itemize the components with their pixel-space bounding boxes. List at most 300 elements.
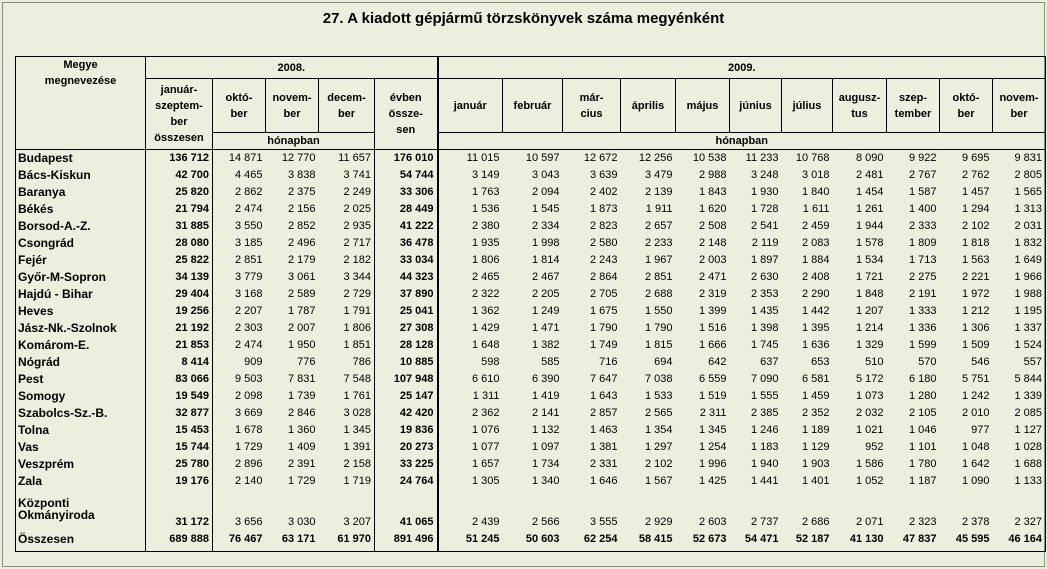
table-row <box>16 252 1046 269</box>
row-name: Békés <box>16 201 146 218</box>
cell-value: 1 028 <box>993 439 1046 456</box>
cell-value: 1 471 <box>531 322 560 334</box>
cell-value: 1 729 <box>234 441 263 453</box>
cell-value: 25 041 <box>375 303 438 320</box>
cell-value: 2 311 <box>699 407 727 419</box>
cell-value: 7 548 <box>319 371 375 388</box>
cell-value: 29 404 <box>146 286 213 303</box>
cell-value: 6 581 <box>801 373 830 385</box>
cell-value: 510 <box>865 356 884 368</box>
cell-value: 7 647 <box>589 373 618 385</box>
cell-value: 786 <box>319 354 375 371</box>
cell-value: 1 360 <box>287 424 316 436</box>
cell-value: 1 721 <box>855 271 884 283</box>
cell-value: 1 675 <box>589 305 618 317</box>
table-row <box>16 167 1046 184</box>
cell-value: 2 686 <box>801 515 830 528</box>
cell-value: 3 028 <box>319 405 375 422</box>
cell-value: 2 191 <box>908 288 937 300</box>
cell-value: 1 519 <box>698 390 727 402</box>
column-header-2009-month <box>940 79 993 133</box>
cell-value: 1 212 <box>961 305 990 317</box>
headers.megye-line: Megye <box>63 59 98 71</box>
row-name: Bács-Kiskun <box>16 167 146 184</box>
table-row-total <box>16 528 1046 552</box>
row-name: Budapest <box>16 150 146 167</box>
row-name: Pest <box>16 371 146 388</box>
cell-value: 24 764 <box>375 473 438 490</box>
cell-value: 1 578 <box>855 237 884 249</box>
cell-value: 2 391 <box>287 458 316 470</box>
cell-value: 2 290 <box>801 288 830 300</box>
headers.evben-line: évben <box>389 92 422 104</box>
cell-value: 10 768 <box>782 150 833 167</box>
cell-value: 1 611 <box>802 203 830 215</box>
headers.cols2009.8-line: tember <box>894 107 932 120</box>
row-name: Zala <box>16 473 146 490</box>
headers.cols2008.1-line: ber <box>283 107 301 120</box>
cell-value: 1 649 <box>993 252 1046 269</box>
cell-value: 2 158 <box>319 456 375 473</box>
cell-value: 1 739 <box>287 390 316 402</box>
cell-value: 2 207 <box>234 305 263 317</box>
cell-value: 9 695 <box>940 150 993 167</box>
row-name: Tolna <box>16 422 146 439</box>
cell-value: 2 439 <box>438 490 503 528</box>
cell-value: 2 935 <box>319 218 375 235</box>
cell-value: 2 465 <box>438 269 503 286</box>
cell-value: 1 550 <box>644 305 673 317</box>
table-title: 27. A kiadott gépjármű törzskönyvek száma megyénként <box>322 10 725 27</box>
cell-value: 1 048 <box>961 441 990 453</box>
cell-value: 19 549 <box>146 388 213 405</box>
headers.cols2009.10-line: novem- <box>999 91 1039 104</box>
headers.cols2009.7-line: tus <box>851 107 868 120</box>
cell-value: 1 642 <box>961 458 990 470</box>
cell-value: 8 414 <box>146 354 213 371</box>
cell-value: 2 362 <box>438 405 503 422</box>
cell-value: 1 806 <box>319 320 375 337</box>
cell-value: 637 <box>760 356 779 368</box>
cell-value: 1 930 <box>750 186 779 198</box>
headers.cols2009.9-line: ber <box>957 107 975 120</box>
cell-value: 1 657 <box>438 456 503 473</box>
cell-value: 2 221 <box>961 271 990 283</box>
cell-value: 19 836 <box>375 422 438 439</box>
table-row <box>16 303 1046 320</box>
cell-value: 1 207 <box>855 305 884 317</box>
cell-value: 5 844 <box>993 371 1046 388</box>
table-row <box>16 388 1046 405</box>
cell-value: 3 149 <box>438 167 503 184</box>
honapban-label-2009: hónapban <box>438 133 1046 150</box>
column-header-2009-month <box>993 79 1046 133</box>
cell-value: 1 214 <box>855 322 884 334</box>
cell-value: 1 763 <box>438 184 503 201</box>
cell-value: 21 192 <box>146 320 213 337</box>
cell-value: 2 705 <box>589 288 618 300</box>
cell-value: 1 401 <box>801 475 830 487</box>
cell-value: 570 <box>918 356 937 368</box>
row-name <box>16 490 146 528</box>
cell-value: 1 749 <box>589 339 618 351</box>
cell-value: 1 311 <box>438 388 503 405</box>
cell-value: 3 838 <box>287 169 316 181</box>
cell-value: 41 065 <box>375 490 438 528</box>
cell-value: 1 840 <box>801 186 830 198</box>
cell-value: 1 678 <box>234 424 263 436</box>
cell-value: 6 610 <box>438 371 503 388</box>
cell-value: 47 837 <box>887 528 940 552</box>
column-header-2008-month <box>213 79 266 133</box>
cell-value: 952 <box>865 441 884 453</box>
cell-value: 2 929 <box>644 515 673 528</box>
cell-value: 1 454 <box>855 186 884 198</box>
column-header-jan-sep <box>146 79 213 150</box>
cell-value: 10 597 <box>503 150 563 167</box>
headers.cols2009.1-line: február <box>513 99 552 112</box>
headers.janszep-line: január- <box>160 84 198 96</box>
cell-value: 1 516 <box>698 322 727 334</box>
cell-value: 31 885 <box>146 218 213 235</box>
headers.cols2009.8-line: szep- <box>898 91 928 104</box>
cell-value: 1 745 <box>750 339 779 351</box>
cell-value: 1 967 <box>644 254 673 266</box>
cell-value: 2 467 <box>531 271 560 283</box>
cell-value: 2 334 <box>531 220 560 232</box>
cell-value: 1 940 <box>750 458 779 470</box>
cell-value: 1 509 <box>961 339 990 351</box>
headers.cols2008.2-line: decem- <box>327 91 366 104</box>
cell-value: 1 524 <box>993 337 1046 354</box>
row-name: Szabolcs-Sz.-B. <box>16 405 146 422</box>
table-row <box>16 150 1046 167</box>
cell-value: 1 897 <box>750 254 779 266</box>
cell-value: 1 729 <box>287 475 316 487</box>
cell-value: 1 425 <box>698 475 727 487</box>
cell-value: 2 156 <box>287 203 316 215</box>
table-row <box>16 473 1046 490</box>
table-row <box>16 371 1046 388</box>
cell-value: 33 306 <box>375 184 438 201</box>
cell-value: 1 254 <box>698 441 727 453</box>
headers.cols2009.6-line: július <box>792 99 822 112</box>
cell-value: 2 471 <box>698 271 727 283</box>
headers.cols2009.2-line: már- <box>579 91 604 104</box>
cell-value: 20 273 <box>375 439 438 456</box>
cell-value: 1 442 <box>801 305 830 317</box>
cell-value: 19 176 <box>146 473 213 490</box>
cell-value: 1 814 <box>531 254 560 266</box>
cell-value: 1 400 <box>908 203 937 215</box>
cell-value: 2 007 <box>287 322 316 334</box>
cell-value: 2 098 <box>234 390 263 402</box>
table-row <box>16 320 1046 337</box>
cell-value: 51 245 <box>438 528 503 552</box>
cell-value: 1 129 <box>801 441 830 453</box>
cell-value: 1 620 <box>698 203 727 215</box>
cell-value: 1 950 <box>287 339 316 351</box>
cell-value: 2 864 <box>589 271 618 283</box>
cell-value: 546 <box>971 356 990 368</box>
cell-value: 2 182 <box>319 252 375 269</box>
cell-value: 694 <box>654 356 673 368</box>
cell-value: 2 249 <box>319 184 375 201</box>
cell-value: 1 587 <box>908 186 937 198</box>
cell-value: 3 061 <box>287 271 316 283</box>
cell-value: 2 846 <box>287 407 316 419</box>
column-header-2009-month <box>676 79 730 133</box>
cell-value: 2 010 <box>961 407 990 419</box>
cell-value: 3 030 <box>287 515 316 528</box>
cell-value: 52 673 <box>676 528 730 552</box>
cell-value: 32 877 <box>146 405 213 422</box>
cell-value: 136 712 <box>146 150 213 167</box>
cell-value: 14 871 <box>213 150 266 167</box>
cell-value: 2 737 <box>750 515 779 528</box>
cell-value: 1 728 <box>750 203 779 215</box>
cell-value: 2 102 <box>961 220 990 232</box>
cell-value: 3 741 <box>319 167 375 184</box>
cell-value: 2 857 <box>589 407 618 419</box>
cell-value: 3 168 <box>234 288 263 300</box>
cell-value: 1 398 <box>750 322 779 334</box>
cell-value: 2 580 <box>589 237 618 249</box>
cell-value: 1 567 <box>644 475 673 487</box>
cell-value: 2 565 <box>644 407 673 419</box>
cell-value: 1 545 <box>531 203 560 215</box>
cell-value: 2 589 <box>287 288 316 300</box>
cell-value: 2 322 <box>438 286 503 303</box>
cell-value: 1 815 <box>644 339 673 351</box>
table-row <box>16 218 1046 235</box>
cell-value: 1 790 <box>644 322 673 334</box>
cell-value: 1 780 <box>908 458 937 470</box>
column-header-megye <box>16 57 146 150</box>
cell-value: 28 128 <box>375 337 438 354</box>
headers.cols2009.0-line: január <box>453 99 487 112</box>
cell-value: 1 903 <box>801 458 830 470</box>
cell-value: 2 205 <box>531 288 560 300</box>
row-name-line: Okmányiroda <box>18 507 95 522</box>
headers.megye-line: megnevezése <box>44 75 117 87</box>
cell-value: 7 831 <box>287 373 316 385</box>
cell-value: 1 242 <box>961 390 990 402</box>
data-table <box>15 56 1046 552</box>
cell-value: 52 187 <box>782 528 833 552</box>
cell-value: 2 025 <box>319 201 375 218</box>
cell-value: 1 399 <box>698 305 727 317</box>
cell-value: 2 105 <box>908 407 937 419</box>
row-name: Jász-Nk.-Szolnok <box>16 320 146 337</box>
cell-value: 10 885 <box>375 354 438 371</box>
column-header-2009-month <box>782 79 833 133</box>
cell-value: 25 780 <box>146 456 213 473</box>
cell-value: 2 729 <box>319 286 375 303</box>
cell-value: 12 256 <box>621 150 676 167</box>
cell-value: 2 851 <box>644 271 673 283</box>
headers.cols2009.10-line: ber <box>1010 107 1028 120</box>
cell-value: 1 646 <box>589 475 618 487</box>
column-header-2009-month <box>563 79 621 133</box>
cell-value: 6 559 <box>698 373 727 385</box>
cell-value: 107 948 <box>375 371 438 388</box>
headers.cols2008.0-line: ber <box>230 107 248 120</box>
cell-value: 1 565 <box>993 184 1046 201</box>
column-header-2009-month <box>503 79 563 133</box>
row-name: Borsod-A.-Z. <box>16 218 146 235</box>
cell-value: 2 032 <box>855 407 884 419</box>
cell-value: 3 639 <box>589 169 618 181</box>
cell-value: 2 657 <box>644 220 673 232</box>
cell-value: 1 884 <box>801 254 830 266</box>
cell-value: 2 767 <box>908 169 937 181</box>
cell-value: 9 831 <box>993 150 1046 167</box>
cell-value: 1 246 <box>750 424 779 436</box>
cell-value: 1 809 <box>908 237 937 249</box>
cell-value: 1 457 <box>961 186 990 198</box>
cell-value: 1 337 <box>993 320 1046 337</box>
cell-value: 557 <box>993 354 1046 371</box>
cell-value: 6 390 <box>531 373 560 385</box>
cell-value: 2 603 <box>698 515 727 528</box>
cell-value: 9 922 <box>887 150 940 167</box>
cell-value: 2 805 <box>993 167 1046 184</box>
cell-value: 1 127 <box>993 422 1046 439</box>
cell-value: 1 073 <box>855 390 884 402</box>
cell-value: 1 998 <box>531 237 560 249</box>
cell-value: 1 463 <box>589 424 618 436</box>
cell-value: 1 345 <box>698 424 727 436</box>
column-header-2009-month <box>621 79 676 133</box>
cell-value: 2 474 <box>234 203 263 215</box>
cell-value: 1 429 <box>438 320 503 337</box>
cell-value: 1 688 <box>993 456 1046 473</box>
cell-value: 2 331 <box>589 458 618 470</box>
cell-value: 34 139 <box>146 269 213 286</box>
honapban-label-2008: hónapban <box>213 133 375 150</box>
cell-value: 2 762 <box>961 169 990 181</box>
cell-value: 1 382 <box>531 339 560 351</box>
cell-value: 61 970 <box>319 528 375 552</box>
cell-value: 2 233 <box>644 237 673 249</box>
cell-value: 1 336 <box>908 322 937 334</box>
cell-value: 37 890 <box>375 286 438 303</box>
column-header-2009-month <box>730 79 782 133</box>
headers.evben-line: sen <box>396 124 416 136</box>
cell-value: 7 090 <box>750 373 779 385</box>
cell-value: 2 988 <box>698 169 727 181</box>
cell-value: 176 010 <box>375 150 438 167</box>
cell-value: 2 481 <box>855 169 884 181</box>
cell-value: 28 080 <box>146 235 213 252</box>
cell-value: 2 303 <box>234 322 263 334</box>
cell-value: 1 636 <box>801 339 830 351</box>
headers.cols2009.4-line: május <box>686 99 719 112</box>
cell-value: 19 256 <box>146 303 213 320</box>
cell-value: 1 052 <box>855 475 884 487</box>
cell-value: 2 688 <box>644 288 673 300</box>
cell-value: 2 243 <box>589 254 618 266</box>
cell-value: 1 787 <box>287 305 316 317</box>
cell-value: 2 896 <box>234 458 263 470</box>
cell-value: 1 648 <box>438 337 503 354</box>
cell-value: 7 038 <box>644 373 673 385</box>
table-row <box>16 354 1046 371</box>
cell-value: 1 851 <box>319 337 375 354</box>
cell-value: 1 944 <box>855 220 884 232</box>
cell-value: 977 <box>971 424 990 436</box>
cell-value: 909 <box>244 356 263 368</box>
cell-value: 1 734 <box>531 458 560 470</box>
cell-value: 1 090 <box>961 475 990 487</box>
cell-value: 1 097 <box>531 441 560 453</box>
cell-value: 1 586 <box>855 458 884 470</box>
cell-value: 1 761 <box>319 388 375 405</box>
table-row <box>16 286 1046 303</box>
cell-value: 46 164 <box>993 528 1046 552</box>
cell-value: 1 132 <box>531 424 560 436</box>
column-header-2009: 2009. <box>438 57 1046 79</box>
cell-value: 12 770 <box>266 150 319 167</box>
cell-value: 12 672 <box>563 150 621 167</box>
row-name: Csongrád <box>16 235 146 252</box>
row-name-line: Központi <box>18 495 70 510</box>
cell-value: 1 818 <box>961 237 990 249</box>
table-row <box>16 456 1046 473</box>
cell-value: 1 345 <box>319 422 375 439</box>
cell-value: 2 102 <box>644 458 673 470</box>
cell-value: 1 362 <box>438 303 503 320</box>
cell-value: 3 779 <box>234 271 263 283</box>
cell-value: 1 306 <box>961 322 990 334</box>
cell-value: 3 669 <box>234 407 263 419</box>
cell-value: 2 003 <box>698 254 727 266</box>
cell-value: 3 656 <box>234 515 263 528</box>
cell-value: 54 744 <box>375 167 438 184</box>
cell-value: 1 832 <box>993 235 1046 252</box>
cell-value: 3 479 <box>644 169 673 181</box>
cell-value: 585 <box>541 356 560 368</box>
cell-value: 28 449 <box>375 201 438 218</box>
cell-value: 41 130 <box>833 528 887 552</box>
table-row-kozponti <box>16 490 1046 528</box>
row-name: Heves <box>16 303 146 320</box>
cell-value: 1 988 <box>993 286 1046 303</box>
cell-value: 2 541 <box>750 220 779 232</box>
cell-value: 1 441 <box>750 475 779 487</box>
headers.janszep-line: szeptem- <box>155 100 203 112</box>
cell-value: 1 340 <box>531 475 560 487</box>
headers.janszep-line: összesen <box>154 132 204 144</box>
table-row <box>16 439 1046 456</box>
cell-value: 25 147 <box>375 388 438 405</box>
cell-value: 2 378 <box>961 515 990 528</box>
table-row <box>16 235 1046 252</box>
cell-value: 2 862 <box>234 186 263 198</box>
cell-value: 15 453 <box>146 422 213 439</box>
cell-value: 21 794 <box>146 201 213 218</box>
cell-value: 2 141 <box>531 407 560 419</box>
table-row <box>16 405 1046 422</box>
cell-value: 1 333 <box>908 305 937 317</box>
cell-value: 2 823 <box>589 220 618 232</box>
cell-value: 2 508 <box>698 220 727 232</box>
cell-value: 1 280 <box>908 390 937 402</box>
cell-value: 2 353 <box>750 288 779 300</box>
cell-value: 716 <box>599 356 618 368</box>
cell-value: 1 806 <box>438 252 503 269</box>
